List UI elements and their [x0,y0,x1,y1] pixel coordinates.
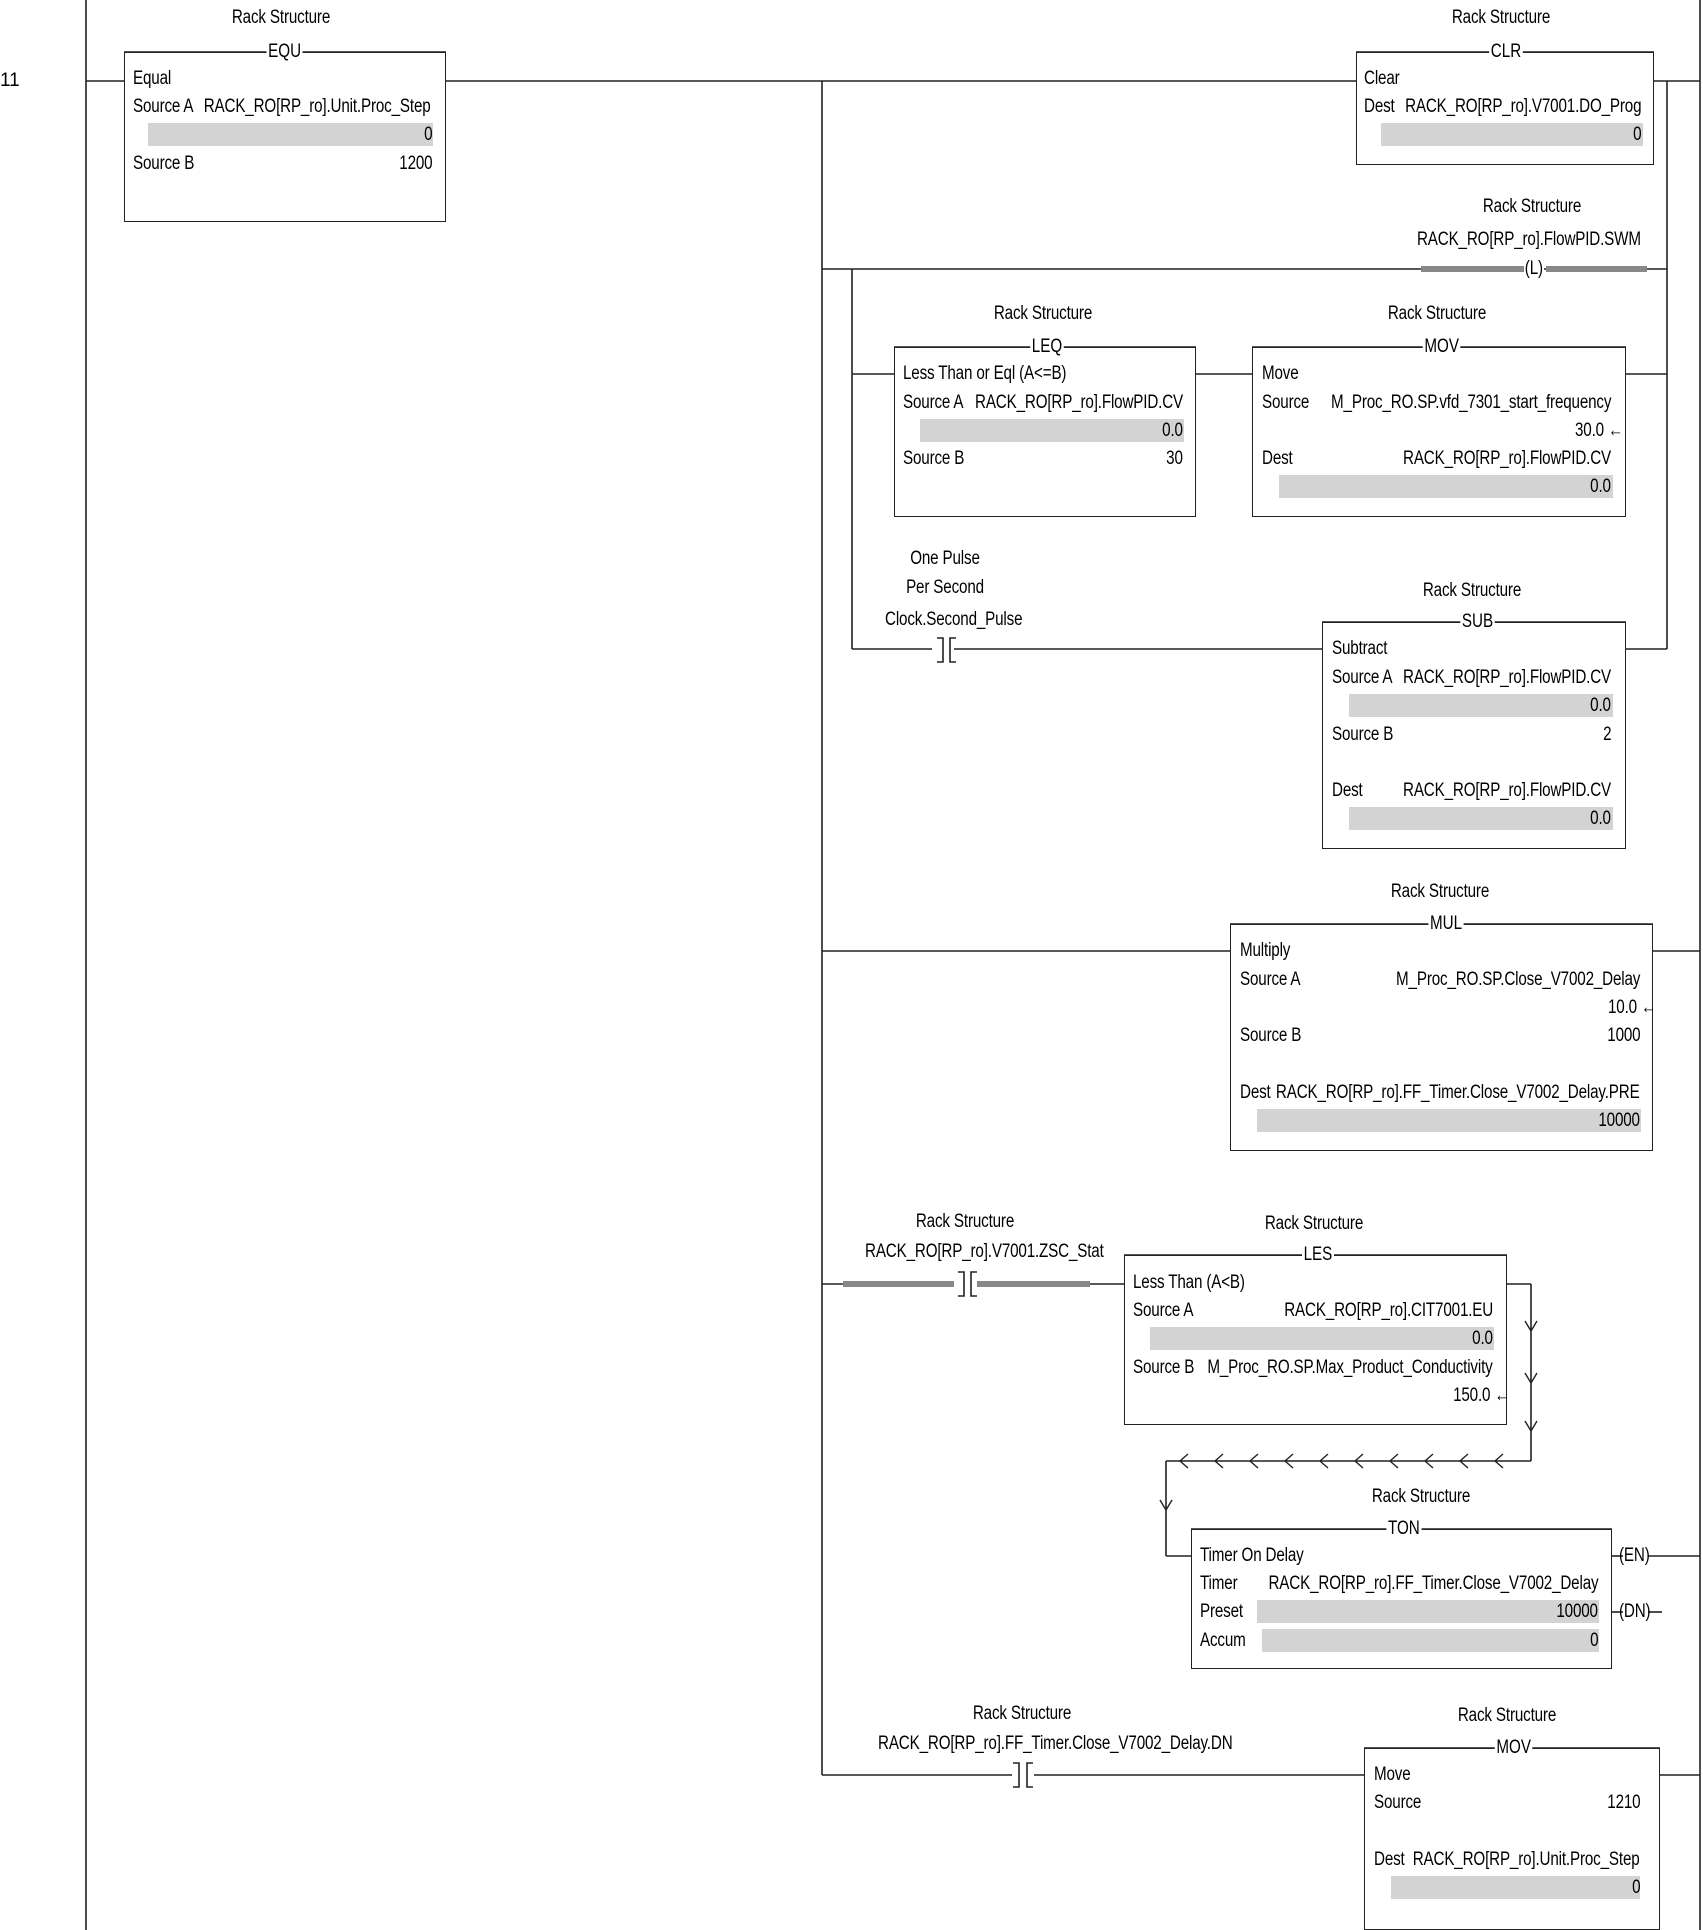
les-source-a-value-field[interactable] [1150,1327,1494,1350]
mul-source-b-value[interactable]: 1000 [1606,1025,1640,1046]
clr-dest-tag[interactable]: RACK_RO[RP_ro].V7001.DO_Prog [1404,96,1641,117]
leq-source-a-value: 0.0 [1162,420,1183,441]
leq-name: Less Than or Eql (A<=B) [903,363,1067,384]
ton-accum-value-field[interactable] [1262,1629,1599,1652]
les-source-b-label: Source B [1133,1357,1195,1378]
mov1-mnemonic: MOV [1424,336,1459,357]
mul-name: Multiply [1240,940,1291,961]
les-source-a-label: Source A [1133,1300,1194,1321]
les-source-a-value: 0.0 [1472,1328,1493,1349]
mov1-source-tag[interactable]: M_Proc_RO.SP.vfd_7301_start_frequency [1330,392,1611,413]
mul-source-b-label: Source B [1240,1025,1302,1046]
mov2-mnemonic: MOV [1496,1737,1531,1758]
mov1-source-value[interactable]: 30.0 ← [1574,420,1623,441]
zsc-rack-label: Rack Structure [915,1211,1015,1232]
sub-dest-tag[interactable]: RACK_RO[RP_ro].FlowPID.CV [1402,780,1611,801]
equ-source-b-value[interactable]: 1200 [398,153,432,174]
mov1-name: Move [1262,363,1299,384]
ton-mnemonic: TON [1387,1518,1420,1539]
equ-name: Equal [133,68,172,89]
leq-source-a-label: Source A [903,392,964,413]
mul-dest-value: 10000 [1598,1110,1640,1131]
mov2-source-value[interactable]: 1210 [1606,1792,1640,1813]
mov2-dest-value-field[interactable] [1391,1876,1640,1899]
latch-coil[interactable]: (L) [1524,258,1543,279]
mov1-dest-value-field[interactable] [1279,475,1613,498]
mul-source-a-tag[interactable]: M_Proc_RO.SP.Close_V7002_Delay [1395,969,1640,990]
leq-mnemonic: LEQ [1031,336,1063,357]
clr-dest-value-field[interactable] [1381,123,1643,146]
equ-source-a-label: Source A [133,96,194,117]
equ-source-b-label: Source B [133,153,195,174]
ton-name: Timer On Delay [1200,1545,1304,1566]
leq-source-a-value-field[interactable] [920,419,1184,442]
mul-source-a-label: Source A [1240,969,1301,990]
mul-mnemonic: MUL [1430,913,1463,934]
leq-rack-label: Rack Structure [993,303,1093,324]
latch-rack-label: Rack Structure [1482,196,1582,217]
sub-source-b-label: Source B [1332,724,1394,745]
sub-source-a-tag[interactable]: RACK_RO[RP_ro].FlowPID.CV [1402,667,1611,688]
ton-dn-output[interactable]: (DN) [1619,1601,1651,1622]
les-source-a-tag[interactable]: RACK_RO[RP_ro].CIT7001.EU [1284,1300,1493,1321]
mul-dest-value-field[interactable] [1257,1109,1641,1132]
mov1-rack-label: Rack Structure [1387,303,1487,324]
sub-name: Subtract [1332,638,1388,659]
equ-mnemonic: EQU [268,41,302,62]
equ-source-a-value: 0 [423,124,432,145]
ton-accum-value: 0 [1589,1630,1598,1651]
mul-source-a-value[interactable]: 10.0 ← [1607,997,1656,1018]
sub-rack-label: Rack Structure [1422,580,1522,601]
mov1-dest-tag[interactable]: RACK_RO[RP_ro].FlowPID.CV [1402,448,1611,469]
les-source-b-value[interactable]: 150.0 ← [1452,1385,1509,1406]
leq-source-a-tag[interactable]: RACK_RO[RP_ro].FlowPID.CV [974,392,1183,413]
ton-rack-label: Rack Structure [1371,1486,1471,1507]
mul-rack-label: Rack Structure [1390,881,1490,902]
les-name: Less Than (A<B) [1133,1272,1245,1293]
ton-en-output[interactable]: (EN) [1619,1545,1650,1566]
dn-rack-label: Rack Structure [972,1703,1072,1724]
sub-dest-label: Dest [1332,780,1363,801]
clr-mnemonic: CLR [1490,41,1522,62]
ton-preset-label: Preset [1200,1601,1243,1622]
leq-source-b-label: Source B [903,448,965,469]
sub-source-a-label: Source A [1332,667,1393,688]
clr-rack-label: Rack Structure [1451,7,1551,28]
ton-timer-label: Timer [1200,1573,1238,1594]
ton-accum-label: Accum [1200,1630,1246,1651]
mov2-dest-label: Dest [1374,1849,1405,1870]
equ-source-a-value-field[interactable] [148,123,433,146]
mov2-dest-value: 0 [1631,1877,1640,1898]
mov2-rack-label: Rack Structure [1457,1705,1557,1726]
mov1-dest-label: Dest [1262,448,1293,469]
sub-source-a-value: 0.0 [1590,695,1611,716]
dn-contact-tag[interactable]: RACK_RO[RP_ro].FF_Timer.Close_V7002_Delay.DN [878,1733,1233,1754]
ton-preset-value-field[interactable] [1257,1600,1599,1623]
equ-rack-label: Rack Structure [231,7,331,28]
sub-mnemonic: SUB [1461,611,1494,632]
sub-source-b-value[interactable]: 2 [1602,724,1611,745]
clr-dest-label: Dest [1364,96,1395,117]
sub-source-a-value-field[interactable] [1349,694,1613,717]
latch-tag[interactable]: RACK_RO[RP_ro].FlowPID.SWM [1417,229,1641,250]
sub-dest-value-field[interactable] [1349,807,1613,830]
mul-dest-label: Dest [1240,1082,1271,1103]
mov1-source-label: Source [1262,392,1310,413]
mul-dest-tag[interactable]: RACK_RO[RP_ro].FF_Timer.Close_V7002_Delay.PRE [1276,1082,1640,1103]
mov1-dest-value: 0.0 [1590,476,1611,497]
les-source-b-tag[interactable]: M_Proc_RO.SP.Max_Product_Conductivity [1207,1357,1493,1378]
mov2-name: Move [1374,1764,1411,1785]
zsc-contact-tag[interactable]: RACK_RO[RP_ro].V7001.ZSC_Stat [865,1241,1104,1262]
mov2-source-label: Source [1374,1792,1422,1813]
les-mnemonic: LES [1303,1244,1333,1265]
pulse-desc-2: Per Second [906,577,984,598]
ton-timer-tag[interactable]: RACK_RO[RP_ro].FF_Timer.Close_V7002_Delay [1268,1573,1598,1594]
ton-preset-value: 10000 [1556,1601,1598,1622]
mov2-dest-tag[interactable]: RACK_RO[RP_ro].Unit.Proc_Step [1413,1849,1640,1870]
clr-dest-value: 0 [1632,124,1641,145]
clr-name: Clear [1364,68,1400,89]
sub-dest-value: 0.0 [1590,808,1611,829]
pulse-desc-1: One Pulse [910,548,980,569]
leq-source-b-value[interactable]: 30 [1166,448,1183,469]
rung-number: 11 [0,70,20,91]
equ-source-a-tag[interactable]: RACK_RO[RP_ro].Unit.Proc_Step [204,96,431,117]
pulse-contact-tag[interactable]: Clock.Second_Pulse [885,609,1023,630]
les-rack-label: Rack Structure [1264,1213,1364,1234]
